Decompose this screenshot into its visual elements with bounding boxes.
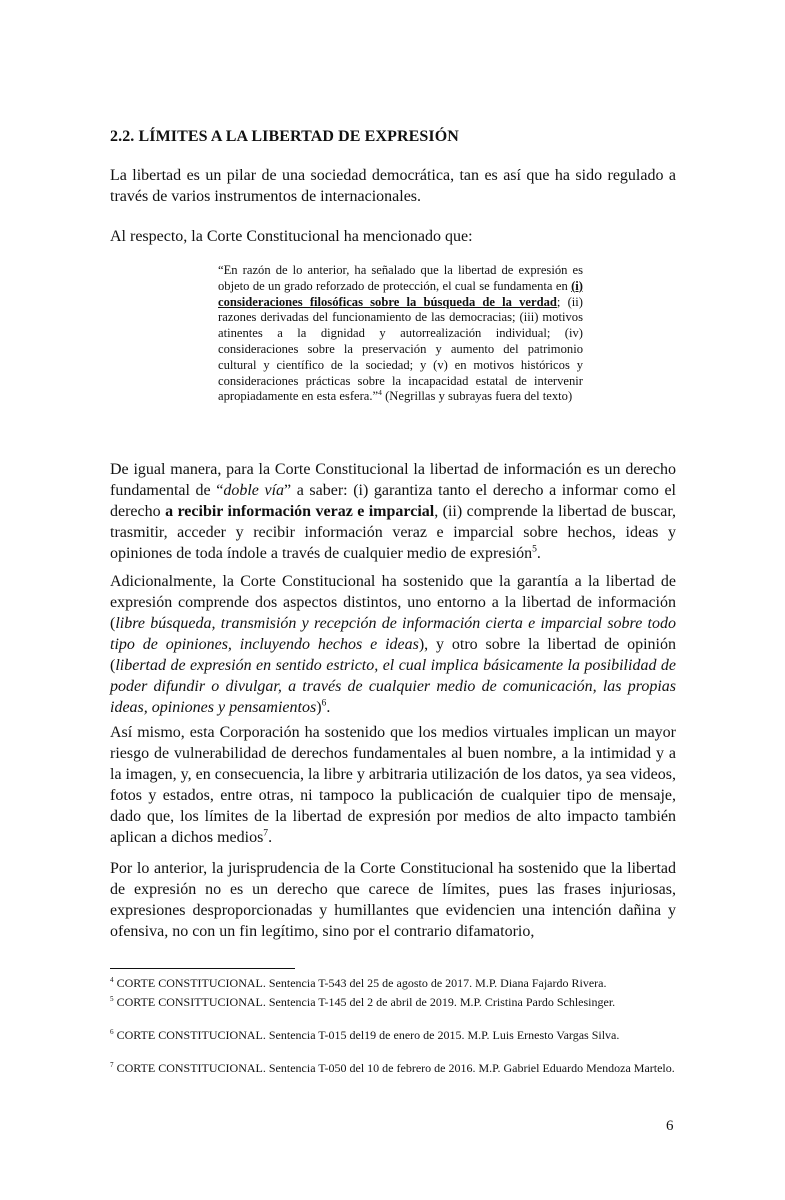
quote-text-start: “En razón de lo anterior, ha señalado que la libertad de expresión es objeto de un grado reforzado de protección, el cual se fundamenta en (218, 263, 583, 293)
section-heading: 2.2. LÍMITES A LA LIBERTAD DE EXPRESIÓN (110, 128, 459, 145)
footnote-ref-6: 6 (321, 697, 327, 709)
footnote-divider (110, 968, 295, 969)
footnote-number: 7 (110, 1061, 114, 1069)
paragraph-virtual-media (110, 722, 676, 848)
footnote-5 (110, 994, 676, 1010)
quote-text-end: (Negrillas y subrayas fuera del texto) (381, 389, 573, 404)
footnote-6 (110, 1027, 676, 1043)
footnote-4 (110, 975, 676, 991)
footnote-number: 6 (110, 1028, 114, 1036)
footnote-number: 4 (110, 976, 114, 984)
bold-run: a recibir información veraz e imparcial (165, 503, 435, 520)
text-run: ), y otro sobre la libertad de opinión ( (110, 636, 676, 674)
text-run: ” a saber: (i) garantiza tanto el derecho a informar como el derecho (110, 482, 677, 520)
text-run: . (536, 545, 541, 562)
footnote-text: CORTE CONSTITUCIONAL. Sentencia T-015 del19 de enero de 2015. M.P. Luis Ernesto Vargas Silva. (113, 1028, 620, 1042)
text-run: De igual manera, para la Corte Constitucional la libertad de información es un derecho fundamental de “ (110, 461, 676, 499)
page-number: 6 (666, 1118, 674, 1134)
paragraph-intro: La libertad es un pilar de una sociedad democrática, tan es así que ha sido regulado a través de varios instrumentos de internacionales. (110, 167, 676, 205)
footnote-ref-7: 7 (263, 827, 269, 839)
text-run: Así mismo, esta Corporación ha sostenido que los medios virtuales implican un mayor riesgo de vulnerabilidad de derechos fundamentales al buen nombre, a la intimidad y a la imagen, y, en consecuencia, la libre y arbitraria utilización de los datos, ya sea videos, fotos y estados, entre otras, ni tampoco la publicación de cualquier tipo de mensaje, dado que, los límites de la libertad de expresión por medios de alto impacto también aplican a dichos medios (110, 724, 676, 846)
footnote-number: 5 (110, 995, 114, 1003)
text-run: . (326, 699, 331, 716)
italic-run: libertad de expresión en sentido estricto, el cual implica básicamente la posibilidad de poder difundir o divulgar, a través de cualquier medio de comunicación, las propias ideas, opiniones y pensamientos (110, 657, 676, 716)
footnote-ref-5: 5 (532, 543, 537, 555)
paragraph-information-right (110, 459, 676, 564)
italic-run: doble vía (223, 482, 285, 499)
footnote-7 (110, 1060, 676, 1076)
footnote-text: CORTE CONSTITUCIONAL. Sentencia T-543 del 25 de agosto de 2017. M.P. Diana Fajardo Rivera. (113, 976, 607, 990)
paragraph-intro-quote: Al respecto, la Corte Constitucional ha mencionado que: (110, 228, 473, 245)
paragraph-two-aspects (110, 571, 676, 718)
quote-emphasis: (i) consideraciones filosóficas sobre la búsqueda de la verdad (218, 278, 583, 309)
footnote-ref-4: 4 (378, 388, 382, 398)
quote-text-middle: ; (ii) razones derivadas del funcionamiento de las democracias; (iii) motivos atinentes a la dignidad y autorrealización individual; (iv) consideraciones sobre la preservación y aumento del patrimonio cultural y científico de la sociedad; y (v) en motivos históricos y consideraciones prácticas sobre la incapacidad estatal de intervenir apropiadamente en esta esfera.” (218, 294, 583, 404)
footnote-text: CORTE CONSITTUCIONAL. Sentencia T-145 del 2 de abril de 2019. M.P. Cristina Pardo Schlesinger. (113, 995, 616, 1009)
block-quote (218, 263, 583, 405)
text-run: . (268, 829, 273, 846)
text-run: ) (316, 699, 322, 716)
paragraph-limits: Por lo anterior, la jurisprudencia de la Corte Constitucional ha sostenido que la libertad de expresión no es un derecho que carece de límites, pues las frases injuriosas, expresiones desproporcionadas y humillantes que evidencien una intención dañina y ofensiva, no con un fin legítimo, sino por el contrario difamatorio, (110, 860, 676, 940)
text-run: Adicionalmente, la Corte Constitucional ha sostenido que la garantía a la libertad de expresión comprende dos aspectos distintos, uno entorno a la libertad de información ( (110, 573, 676, 632)
italic-run: libre búsqueda, transmisión y recepción de información cierta e imparcial sobre todo tipo de opiniones, incluyendo hechos e ideas (110, 615, 676, 653)
text-run: , (ii) comprende la libertad de buscar, trasmitir, acceder y recibir información veraz e imparcial sobre hechos, ideas y opiniones de toda índole a través de cualquier medio de expresión (110, 503, 677, 562)
footnote-text: CORTE CONSTITUCIONAL. Sentencia T-050 del 10 de febrero de 2016. M.P. Gabriel Eduardo Mendoza Martelo. (113, 1061, 675, 1075)
